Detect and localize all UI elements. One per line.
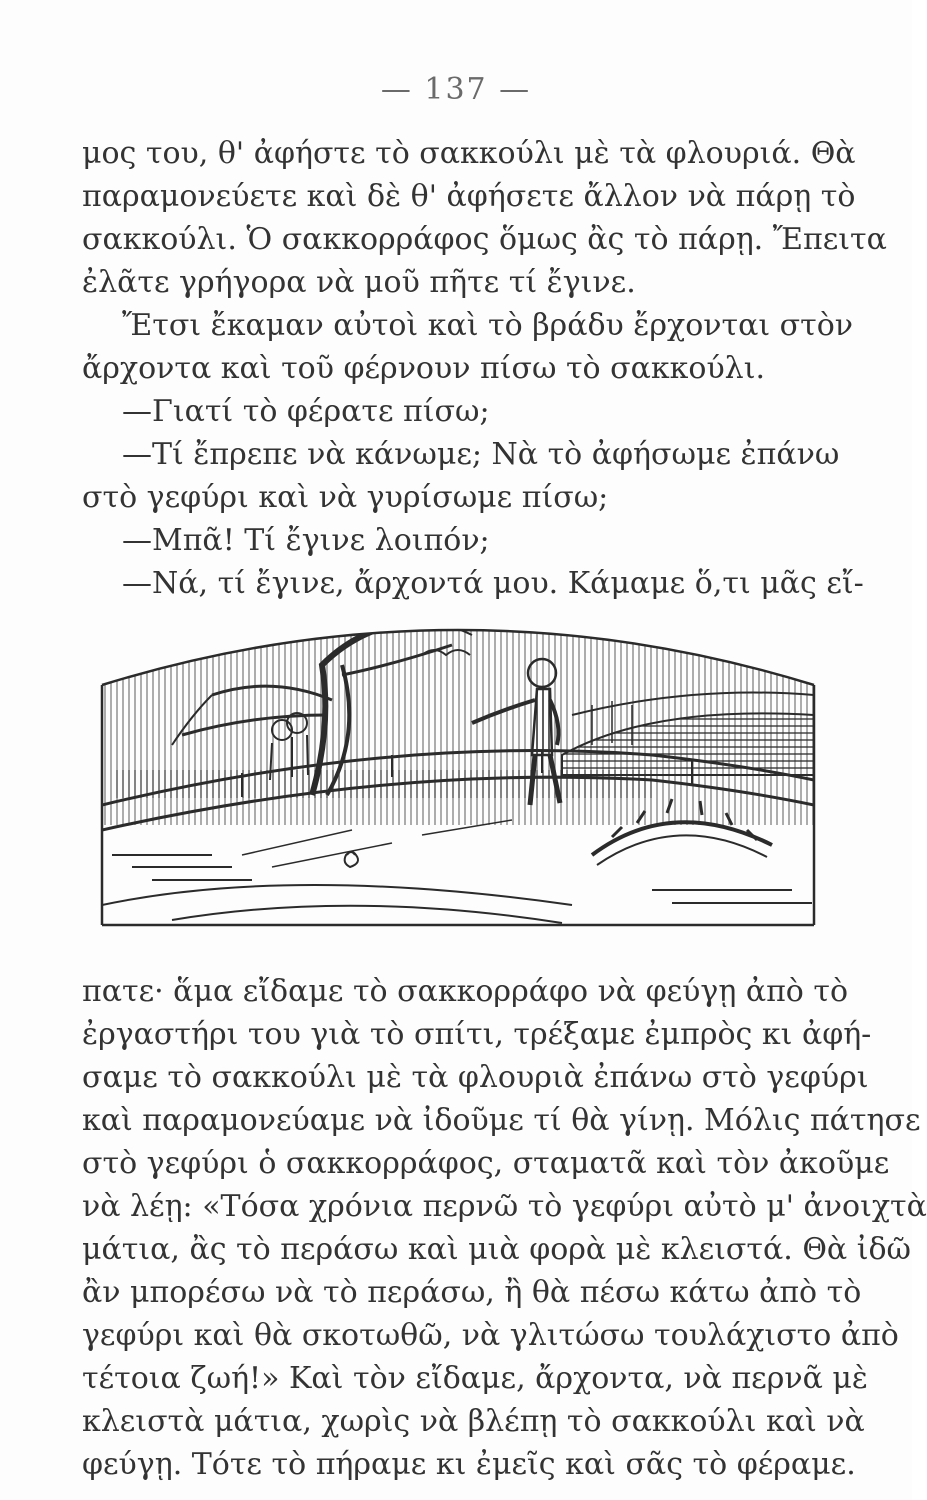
text-line: σαμε τὸ σακκούλι μὲ τὰ φλουριὰ ἐπάνω στὸ γεφύρι <box>82 1060 869 1095</box>
text-line: ἐργαστήρι του γιὰ τὸ σπίτι, τρέξαμε ἐμπρὸς κι ἀφή- <box>82 1017 872 1052</box>
text-line: ἂν μπορέσω νὰ τὸ περάσω, ἢ θὰ πέσω κάτω ἀπὸ τὸ <box>82 1275 862 1310</box>
text-line: καὶ παραμονεύαμε νὰ ἰδοῦμε τί θὰ γίνῃ. Μόλις πάτησε <box>82 1103 921 1138</box>
page-number: — 137 — <box>380 72 532 107</box>
text-line: φεύγῃ. Τότε τὸ πήραμε κι ἐμεῖς καὶ σᾶς τὸ φέραμε. <box>82 1447 856 1482</box>
engraving-bridge-scene <box>92 605 824 935</box>
text-line: ἄρχοντα καὶ τοῦ φέρνουν πίσω τὸ σακκούλι. <box>82 351 765 386</box>
text-line: κλειστὰ μάτια, χωρὶς νὰ βλέπῃ τὸ σακκούλι καὶ νὰ <box>82 1404 865 1439</box>
text-line: στὸ γεφύρι ὁ σακκορράφος, σταματᾶ καὶ τὸν ἀκοῦμε <box>82 1146 890 1181</box>
text-line: παραμονεύετε καὶ δὲ θ' ἀφήσετε ἄλλον νὰ πάρῃ τὸ <box>82 179 856 214</box>
text-line: ἐλᾶτε γρήγορα νὰ μοῦ πῆτε τί ἔγινε. <box>82 265 636 300</box>
text-line: πατε· ἅμα εἴδαμε τὸ σακκορράφο νὰ φεύγῃ ἀπὸ τὸ <box>82 974 849 1009</box>
bridge-illustration <box>92 605 824 935</box>
text-line: στὸ γεφύρι καὶ νὰ γυρίσωμε πίσω; <box>82 480 609 515</box>
text-line: μος του, θ' ἀφήστε τὸ σακκούλι μὲ τὰ φλουριά. Θὰ <box>82 136 856 171</box>
text-line: —Τί ἔπρεπε νὰ κάνωμε; Νὰ τὸ ἀφήσωμε ἐπάνω <box>122 437 840 472</box>
text-block-bottom <box>82 970 927 1486</box>
text-line: —Γιατί τὸ φέρατε πίσω; <box>122 394 490 429</box>
text-line: —Νά, τί ἔγινε, ἄρχοντά μου. Κάμαμε ὅ,τι μᾶς εἴ- <box>122 566 864 601</box>
text-line: νὰ λέῃ: «Τόσα χρόνια περνῶ τὸ γεφύρι αὐτὸ μ' ἀνοιχτὰ <box>82 1189 927 1224</box>
text-line: τέτοια ζωή!» Καὶ τὸν εἴδαμε, ἄρχοντα, νὰ περνᾶ μὲ <box>82 1361 868 1396</box>
text-line: σακκούλι. Ὁ σακκορράφος ὅμως ἂς τὸ πάρῃ. Ἔπειτα <box>82 222 887 257</box>
text-line: μάτια, ἂς τὸ περάσω καὶ μιὰ φορὰ μὲ κλειστά. Θὰ ἰδῶ <box>82 1232 912 1267</box>
text-line: γεφύρι καὶ θὰ σκοτωθῶ, νὰ γλιτώσω τουλάχιστο ἀπὸ <box>82 1318 899 1353</box>
text-block-top <box>82 132 887 605</box>
text-line: —Μπᾶ! Τί ἔγινε λοιπόν; <box>122 523 490 558</box>
text-line: Ἔτσι ἔκαμαν αὐτοὶ καὶ τὸ βράδυ ἔρχονται στὸν <box>122 308 854 343</box>
